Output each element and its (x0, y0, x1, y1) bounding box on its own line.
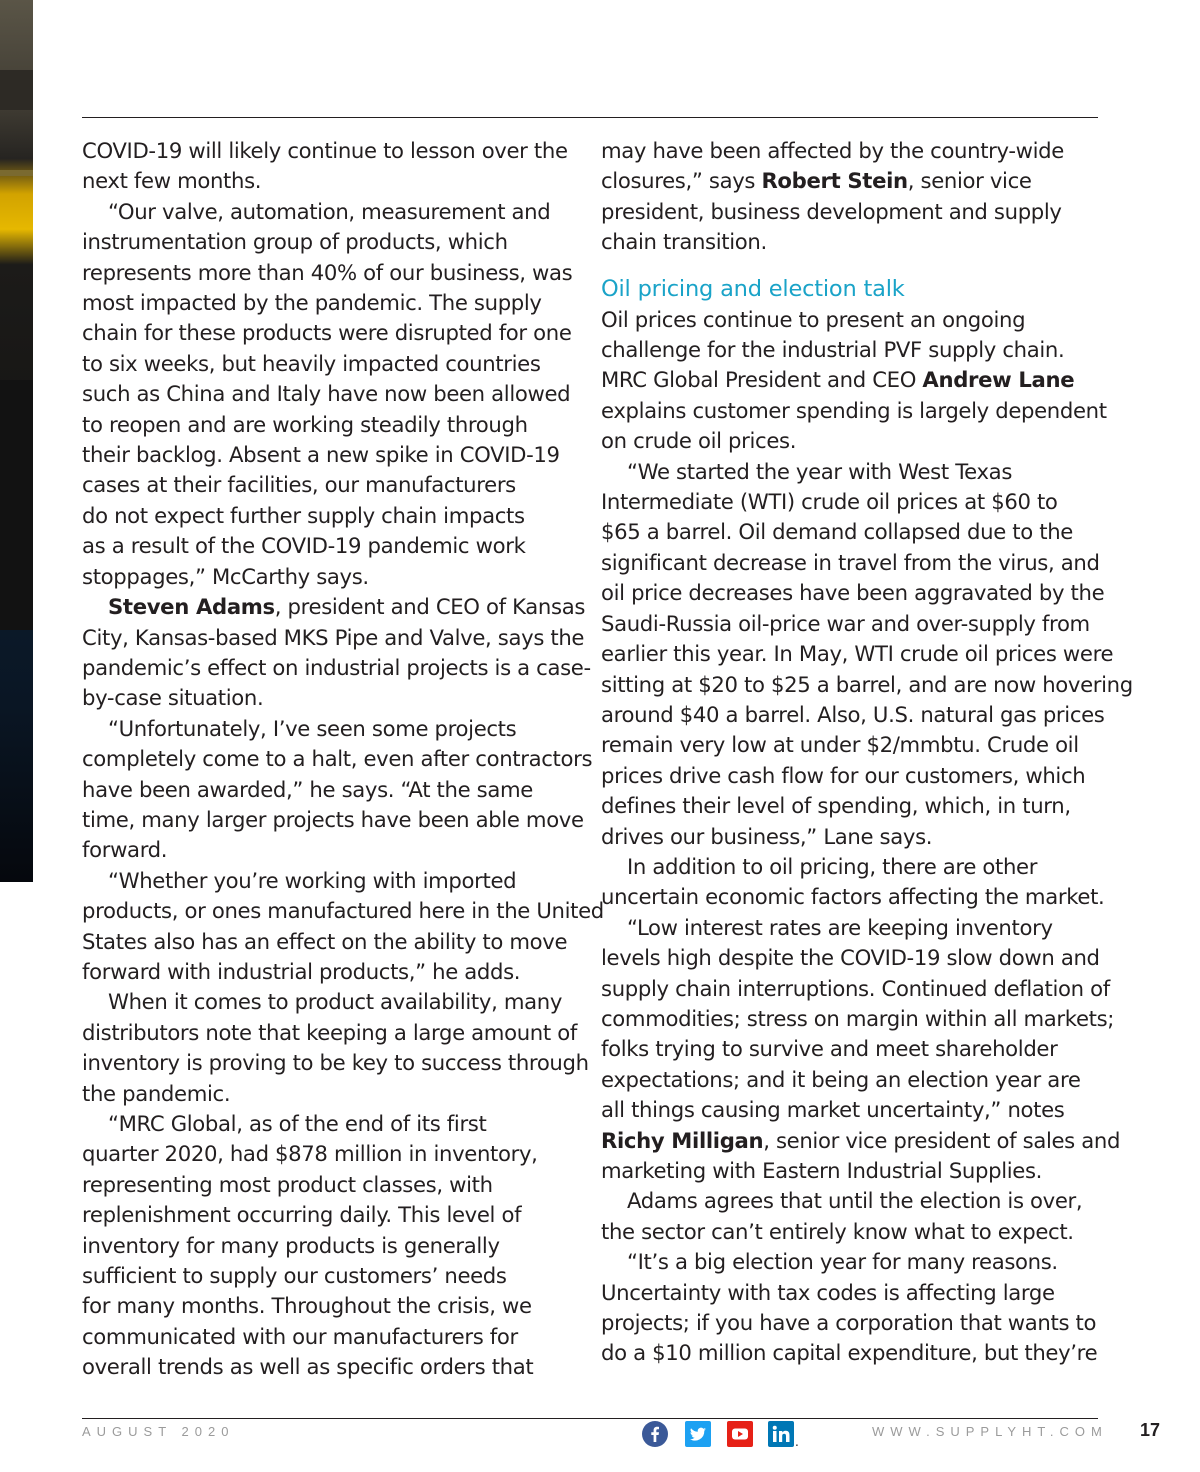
body-text-line (601, 517, 1101, 547)
body-text-line (82, 136, 582, 166)
text-run: quarter 2020, had $878 million in inventory, (82, 1141, 538, 1167)
text-run: communicated with our manufacturers for (82, 1323, 518, 1349)
text-run: overall trends as well as specific orders that (82, 1354, 534, 1380)
footer-rule (82, 1418, 1098, 1419)
text-run: City, Kansas-based MKS Pipe and Valve, says the (82, 624, 585, 650)
body-text-line (601, 822, 1101, 852)
body-text-line (82, 1291, 582, 1321)
twitter-icon[interactable] (685, 1421, 711, 1447)
body-text-line (82, 653, 591, 683)
text-run: forward with industrial products,” he adds. (82, 958, 521, 984)
text-run: $65 a barrel. Oil demand collapsed due to the (601, 519, 1073, 545)
body-text-line (601, 974, 1110, 1004)
text-run: do not expect further supply chain impacts (82, 502, 525, 528)
body-text-line (82, 1170, 582, 1200)
text-run: inventory is proving to be key to success through (82, 1050, 589, 1076)
body-text-line (82, 1261, 582, 1291)
text-run: projects; if you have a corporation that wants to (601, 1310, 1097, 1336)
body-text-line (82, 927, 582, 957)
body-text-line (601, 1004, 1115, 1034)
text-run: explains customer spending is largely dependent (601, 397, 1107, 423)
body-text-line (82, 896, 604, 926)
text-run: do a $10 million capital expenditure, but they’re (601, 1340, 1098, 1366)
body-text-line (601, 197, 1101, 227)
facebook-icon[interactable] (642, 1421, 668, 1447)
text-run: president, business development and supply (601, 198, 1062, 224)
text-run: represents more than 40% of our business, was (82, 259, 573, 285)
top-rule (82, 117, 1098, 118)
body-text-line (601, 335, 1101, 365)
body-text-line (82, 1048, 589, 1078)
body-text-line (82, 957, 582, 987)
body-text-line (82, 744, 593, 774)
text-run: around $40 a barrel. Also, U.S. natural gas prices (601, 701, 1105, 727)
linkedin-icon[interactable] (768, 1421, 794, 1447)
body-text-line (82, 562, 582, 592)
body-text-line (601, 487, 1101, 517)
text-run: “Unfortunately, I’ve seen some projects (108, 715, 517, 741)
text-run: Adams agrees that until the election is over, (627, 1188, 1083, 1214)
text-run: Oil prices continue to present an ongoing (601, 306, 1026, 332)
body-text-line (601, 1034, 1101, 1064)
body-text-line (601, 1247, 1101, 1277)
left-column (82, 136, 604, 1383)
body-text-line (82, 1139, 582, 1169)
right-column (601, 136, 1133, 1369)
right-column-bottom (601, 305, 1133, 1369)
text-run: may have been affected by the country-wide (601, 138, 1064, 163)
text-run: drives our business,” Lane says. (601, 823, 933, 849)
text-run: to six weeks, but heavily impacted countries (82, 350, 541, 376)
page-number: 17 (1140, 1420, 1161, 1440)
body-text-line (82, 805, 582, 835)
body-text-line (601, 609, 1101, 639)
body-text-line (82, 197, 582, 227)
text-run: oil price decreases have been aggravated by the (601, 580, 1105, 606)
text-run: “Our valve, automation, measurement and (108, 198, 551, 224)
body-text-line (82, 258, 582, 288)
text-run: most impacted by the pandemic. The supply (82, 290, 542, 316)
body-text-line (601, 1217, 1101, 1247)
body-text-line (601, 730, 1101, 760)
body-text-line (82, 1352, 582, 1382)
body-text-line (82, 1200, 582, 1230)
footer-date: AUGUST 2020 (82, 1424, 235, 1439)
text-run: “It’s a big election year for many reasons. (627, 1249, 1058, 1275)
right-column-top (601, 136, 1101, 258)
body-text-line (82, 714, 582, 744)
text-run: Uncertainty with tax codes is affecting large (601, 1279, 1055, 1305)
text-run: In addition to oil pricing, there are other (627, 853, 1038, 879)
body-text-line (82, 623, 585, 653)
body-text-line (601, 1338, 1101, 1368)
body-text-line (601, 852, 1101, 882)
text-run: significant decrease in travel from the virus, and (601, 549, 1100, 575)
bold-name: Robert Stein (761, 168, 908, 194)
body-text-line (601, 365, 1101, 395)
body-text-line (82, 470, 582, 500)
body-text-line (82, 288, 582, 318)
text-run: all things causing market uncertainty,” notes (601, 1097, 1065, 1123)
text-run: distributors note that keeping a large amount of (82, 1019, 577, 1045)
text-run: earlier this year. In May, WTI crude oil prices were (601, 641, 1114, 667)
text-run: representing most product classes, with (82, 1171, 493, 1197)
text-run: folks trying to survive and meet shareholder (601, 1036, 1058, 1062)
linkedin-trademark-dot: . (795, 1435, 799, 1449)
text-run: , senior vice (907, 168, 1032, 194)
text-run: When it comes to product availability, many (108, 989, 563, 1015)
body-text-line (601, 305, 1101, 335)
text-run: products, or ones manufactured here in the United (82, 898, 604, 924)
text-run: by-case situation. (82, 685, 264, 711)
youtube-icon[interactable] (727, 1421, 753, 1447)
body-text-line (601, 639, 1114, 669)
body-text-line (601, 700, 1105, 730)
body-text-line (82, 349, 582, 379)
section-subheading: Oil pricing and election talk (601, 275, 905, 302)
text-run: instrumentation group of products, which (82, 229, 508, 255)
body-text-line (82, 1079, 582, 1109)
text-run: MRC Global President and CEO (601, 367, 923, 393)
body-text-line (82, 410, 582, 440)
body-text-line (601, 943, 1101, 973)
body-text-line (82, 1018, 582, 1048)
text-run: to reopen and are working steadily through (82, 411, 528, 437)
body-text-line (601, 1278, 1101, 1308)
body-text-line (601, 136, 1101, 166)
text-run: levels high despite the COVID-19 slow down and (601, 945, 1100, 971)
text-run: “We started the year with West Texas (627, 458, 1013, 484)
body-text-line (601, 426, 1101, 456)
text-run: completely come to a halt, even after contractors (82, 746, 593, 772)
body-text-line (601, 1186, 1101, 1216)
text-run: Intermediate (WTI) crude oil prices at $60 to (601, 489, 1058, 515)
text-run: their backlog. Absent a new spike in COVID-19 (82, 442, 560, 468)
body-text-line (601, 1156, 1101, 1186)
body-text-line (82, 501, 582, 531)
text-run: “MRC Global, as of the end of its first (108, 1111, 487, 1136)
text-run: commodities; stress on margin within all markets; (601, 1005, 1115, 1031)
body-text-line (601, 1065, 1101, 1095)
text-run: such as China and Italy have now been allowed (82, 381, 571, 407)
text-run: as a result of the COVID-19 pandemic work (82, 533, 526, 559)
text-run: uncertain economic factors affecting the market. (601, 884, 1105, 910)
text-run: marketing with Eastern Industrial Supplies. (601, 1158, 1043, 1183)
text-run: COVID-19 will likely continue to lesson over the (82, 138, 568, 163)
text-run: sufficient to supply our customers’ needs (82, 1263, 507, 1289)
text-run: “Whether you’re working with imported (108, 867, 517, 893)
bold-name: Richy Milligan (601, 1127, 764, 1153)
body-text-line (82, 835, 582, 865)
body-text-line (82, 1109, 582, 1139)
bold-name: Steven Adams (108, 594, 275, 620)
text-run: chain for these products were disrupted for one (82, 320, 572, 346)
text-run: remain very low at under $2/mmbtu. Crude oil (601, 732, 1079, 758)
body-text-line (82, 318, 582, 348)
text-run: forward. (82, 837, 168, 863)
body-text-line (601, 548, 1101, 578)
body-text-line (601, 396, 1107, 426)
text-run: time, many larger projects have been able move (82, 806, 584, 832)
side-photo-strip (0, 0, 33, 882)
body-text-line (82, 592, 586, 622)
text-run: challenge for the industrial PVF supply chain. (601, 337, 1065, 363)
body-text-line (82, 683, 582, 713)
text-run: stoppages,” McCarthy says. (82, 563, 369, 589)
text-run: the pandemic. (82, 1080, 231, 1106)
text-run: States also has an effect on the ability to move (82, 928, 568, 954)
text-run: sitting at $20 to $25 a barrel, and are now hovering (601, 671, 1133, 697)
body-text-line (82, 440, 582, 470)
body-text-line (601, 761, 1101, 791)
body-text-line (82, 531, 582, 561)
body-text-line (601, 578, 1105, 608)
text-run: , senior vice president of sales and (763, 1127, 1121, 1153)
body-text-line (82, 866, 582, 896)
text-run: supply chain interruptions. Continued deflation of (601, 975, 1110, 1001)
text-run: replenishment occurring daily. This level of (82, 1202, 522, 1228)
text-run: inventory for many products is generally (82, 1232, 500, 1258)
body-text-line (601, 670, 1133, 700)
body-text-line (601, 166, 1101, 196)
body-text-line (601, 791, 1101, 821)
body-text-line (601, 882, 1105, 912)
text-run: closures,” says (601, 168, 762, 194)
text-run: “Low interest rates are keeping inventory (627, 914, 1053, 940)
text-run: cases at their facilities, our manufacturers (82, 472, 516, 498)
text-run: , president and CEO of Kansas (274, 594, 586, 620)
text-run: pandemic’s effect on industrial projects is a case- (82, 654, 591, 680)
body-text-line (82, 379, 582, 409)
body-text-line (82, 1322, 582, 1352)
text-run: Saudi-Russia oil-price war and over-supply from (601, 610, 1090, 636)
text-run: for many months. Throughout the crisis, we (82, 1293, 532, 1319)
body-text-line (601, 1126, 1121, 1156)
body-text-line (82, 775, 582, 805)
body-text-line (82, 987, 582, 1017)
footer-url: WWW.SUPPLYHT.COM (872, 1424, 1108, 1439)
body-text-line (82, 227, 582, 257)
body-text-line (601, 457, 1101, 487)
text-run: chain transition. (601, 229, 767, 255)
body-text-line (82, 166, 582, 196)
text-run: on crude oil prices. (601, 428, 797, 454)
bold-name: Andrew Lane (922, 367, 1075, 393)
text-run: have been awarded,” he says. “At the same (82, 776, 533, 802)
body-text-line (82, 1231, 582, 1261)
text-run: prices drive cash flow for our customers, which (601, 762, 1086, 788)
text-run: next few months. (82, 168, 262, 194)
body-text-line (601, 227, 1101, 257)
text-run: defines their level of spending, which, in turn, (601, 793, 1071, 819)
body-text-line (601, 1308, 1101, 1338)
body-text-line (601, 1095, 1101, 1125)
text-run: expectations; and it being an election year are (601, 1066, 1081, 1092)
text-run: the sector can’t entirely know what to expect. (601, 1218, 1074, 1244)
body-text-line (601, 913, 1101, 943)
